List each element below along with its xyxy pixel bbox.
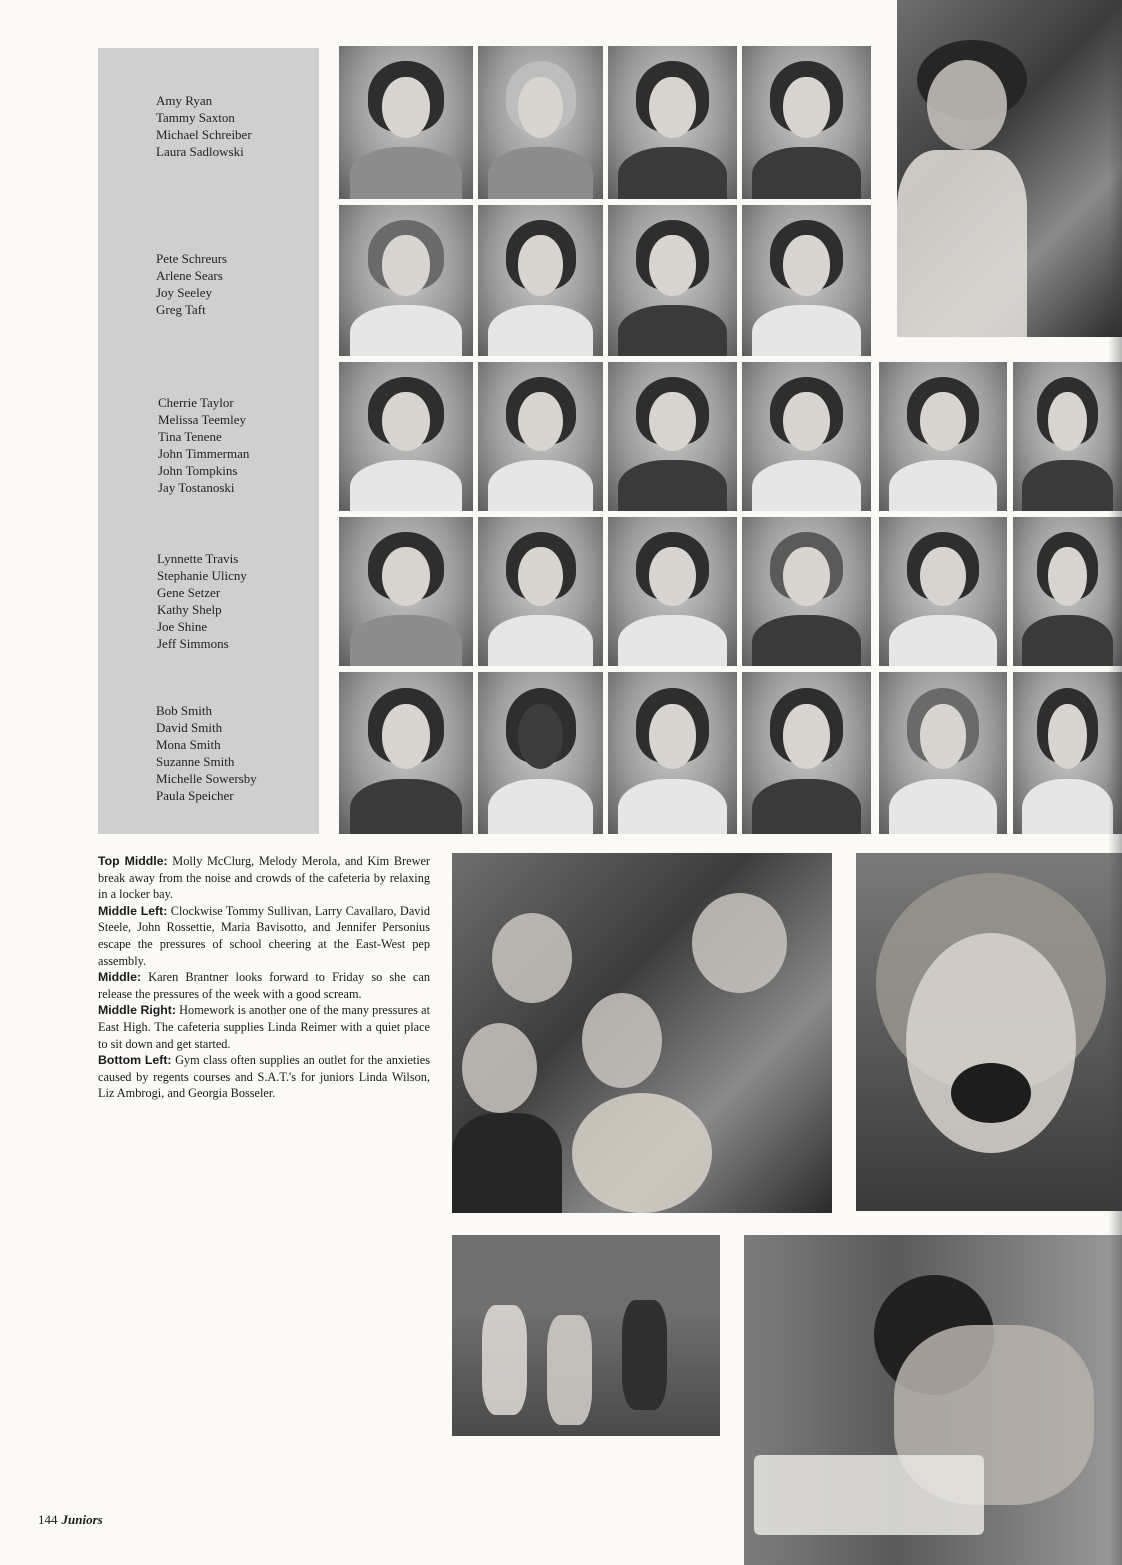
name-group-1 [156,92,252,160]
portrait-photo [742,672,871,834]
student-name: David Smith [156,720,223,735]
portrait-photo [608,517,737,666]
portrait-photo [608,205,737,356]
student-name: Melissa Teemley [158,412,247,427]
portrait-photo [879,517,1007,666]
name-group-2 [156,250,227,318]
portrait-photo [478,517,603,666]
portrait-photo [742,205,871,356]
portrait-photo [742,46,871,199]
portrait-photo [742,362,871,511]
caption-middle-right: Middle Right: Homework is another one of the many pressures at East High. The cafeteria supplies Linda Reimer with a quiet place to sit down and get started. [98,1003,431,1051]
portrait-photo [608,46,737,199]
name-group-3 [158,394,249,496]
student-name: Jeff Simmons [157,636,229,651]
portrait-photo [339,672,473,834]
portrait-photo [478,46,603,199]
student-name: Joy Seeley [156,285,212,300]
page-number: 144 [38,1512,58,1527]
student-name: Michelle Sowersby [156,771,257,786]
student-name: Pete Schreurs [156,251,228,266]
name-group-4 [157,550,247,652]
portrait-photo [339,517,473,666]
student-name: Michael Schreiber [156,127,252,142]
photo-captions [98,853,430,1102]
caption-bottom-left: Bottom Left: Gym class often supplies an outlet for the anxieties caused by regents courses and S.A.T.'s for juniors Linda Wilson, Liz Ambrogi, and Georgia Bosseler. [98,1053,430,1101]
name-group-5 [156,702,257,804]
section-name: Juniors [61,1512,103,1527]
caption-top-middle: Top Middle: Molly McClurg, Melody Merola, and Kim Brewer break away from the noise and crowds of the cafeteria by relaxing in a locker bay. [98,854,431,902]
candid-photo-pep-assembly [452,853,832,1213]
portrait-photo [879,672,1007,834]
student-name: Suzanne Smith [156,754,235,769]
student-name: John Tompkins [158,463,238,478]
portrait-photo [339,362,473,511]
portrait-photo [478,362,603,511]
student-name: Cherrie Taylor [158,395,234,410]
portrait-photo [879,362,1007,511]
portrait-photo [608,672,737,834]
portrait-photo [478,672,603,834]
portrait-photo [339,46,473,199]
student-name: Greg Taft [156,302,206,317]
page-folio [38,1512,103,1528]
student-name: Tammy Saxton [156,110,235,125]
candid-photo-homework [744,1235,1122,1565]
portrait-photo [1013,517,1122,666]
portrait-photo [478,205,603,356]
student-name: Kathy Shelp [157,602,222,617]
student-name: Lynnette Travis [157,551,239,566]
caption-middle-left: Middle Left: Clockwise Tommy Sullivan, Larry Cavallaro, David Steele, John Rossettie, Maria Bavisotto, and Jennifer Personius escape the pressures of school cheering at the East-West pep assembly. [98,903,430,968]
student-name: Amy Ryan [156,93,213,108]
student-name: Tina Tenene [158,429,222,444]
caption-middle: Middle: Karen Brantner looks forward to Friday so she can release the pressures of the week with a good scream. [98,970,430,1001]
candid-photo-gym-class [452,1235,720,1436]
portrait-photo [1013,362,1122,511]
student-name: Joe Shine [157,619,208,634]
portrait-photo [1013,672,1122,834]
portrait-photo [742,517,871,666]
page-binding-shadow [1108,0,1122,1565]
student-name: Arlene Sears [156,268,223,283]
student-name: Gene Setzer [157,585,221,600]
student-name: Paula Speicher [156,788,234,803]
student-name: Jay Tostanoski [158,480,235,495]
student-name: John Timmerman [158,446,250,461]
candid-photo-scream [856,853,1122,1211]
portrait-photo [339,205,473,356]
student-name: Mona Smith [156,737,221,752]
portrait-photo [608,362,737,511]
candid-photo-top-right [897,0,1122,337]
student-name: Laura Sadlowski [156,144,244,159]
student-name: Bob Smith [156,703,212,718]
student-name: Stephanie Ulicny [157,568,247,583]
